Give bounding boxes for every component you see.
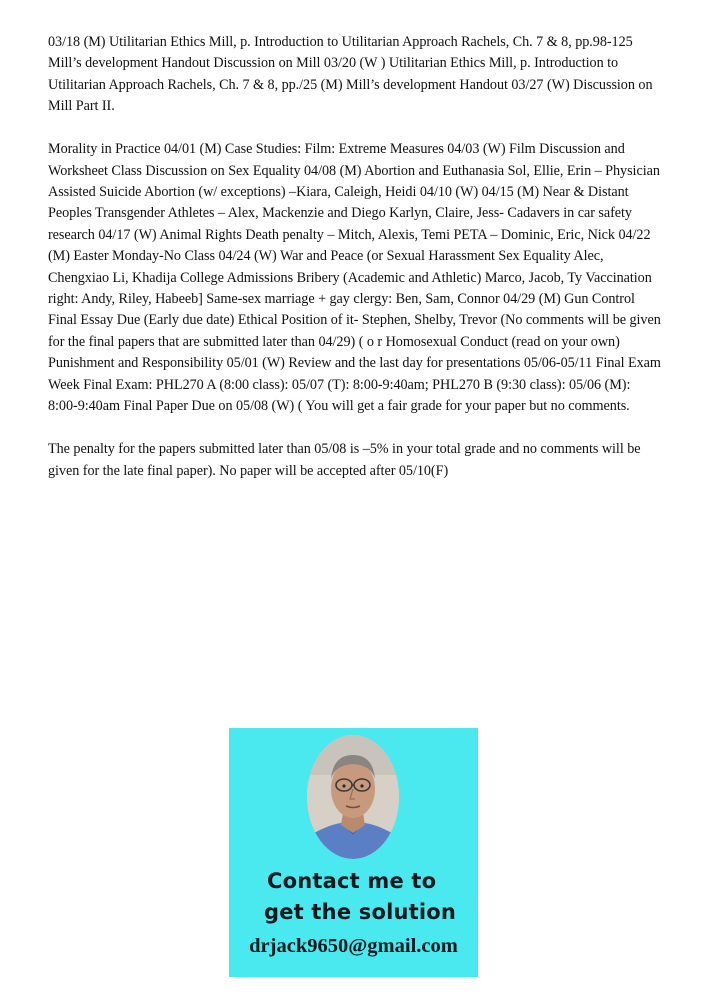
promo-headline-line2: get the solution <box>264 900 457 924</box>
person-portrait-icon <box>307 735 399 859</box>
contact-promo-banner[interactable] <box>229 728 478 977</box>
document-body <box>48 32 662 482</box>
paragraph-morality-in-practice: Morality in Practice 04/01 (M) Case Studies: Film: Extreme Measures 04/03 (W) Film Discussion and Worksheet Class Discussion on Sex Equality 04/08 (M) Abortion and Euthanasia Sol, Ellie, Erin – Physician Assisted Suicide Abortion (w/ exceptions) –Kiara, Caleigh, Heidi 04/10 (W) 04/15 (M) Near & Distant Peoples Transgender Athletes – Alex, Mackenzie and Diego Karlyn, Claire, Jess- Cadavers in car safety research 04/17 (W) Animal Rights Death penalty – Mitch, Alexis, Temi PETA – Dominic, Eric, Nick 04/22 (M) Easter Monday-No Class 04/24 (W) War and Peace (or Sexual Harassment Sex Equality Alec, Chengxiao Li, Khadija College Admissions Bribery (Academic and Athletic) Marco, Jacob, Ty Vaccination right: Andy, Riley, Habeeb] Same-sex marriage + gay clergy: Ben, Sam, Connor 04/29 (M) Gun Control Final Essay Due (Early due date) Ethical Position of it- Stephen, Shelby, Trevor (No comments will be given for the final papers that are submitted later than 04/29) ( o r Homosexual Conduct (read on your own) Punishment and Responsibility 05/01 (W) Review and the last day for presentations 05/06-05/11 Final Exam Week Final Exam: PHL270 A (8:00 class): 05/07 (T): 8:00-9:40am; PHL270 B (9:30 class): 05/06 (M): 8:00-9:40am Final Paper Due on 05/08 (W) ( You will get a fair grade for your paper but no comments. <box>48 141 661 415</box>
contact-email-link[interactable]: drjack9650@gmail.com <box>249 935 458 957</box>
paragraph-utilitarian-schedule: 03/18 (M) Utilitarian Ethics Mill, p. Introduction to Utilitarian Approach Rachels, Ch. 7 & 8, pp.98-125 Mill’s development Handout Discussion on Mill 03/20 (W ) Utilitarian Ethics Mill, p. Introduction to Utilitarian Approach Rachels, Ch. 7 & 8, pp./25 (M) Mill’s development Handout 03/27 (W) Discussion on Mill Part II. <box>48 34 653 115</box>
paragraph-late-penalty: The penalty for the papers submitted later than 05/08 is –5% in your total grade and no comments will be given for the late final paper). No paper will be accepted after 05/10(F) <box>48 441 641 479</box>
promo-headline-line1: Contact me to <box>267 869 437 893</box>
